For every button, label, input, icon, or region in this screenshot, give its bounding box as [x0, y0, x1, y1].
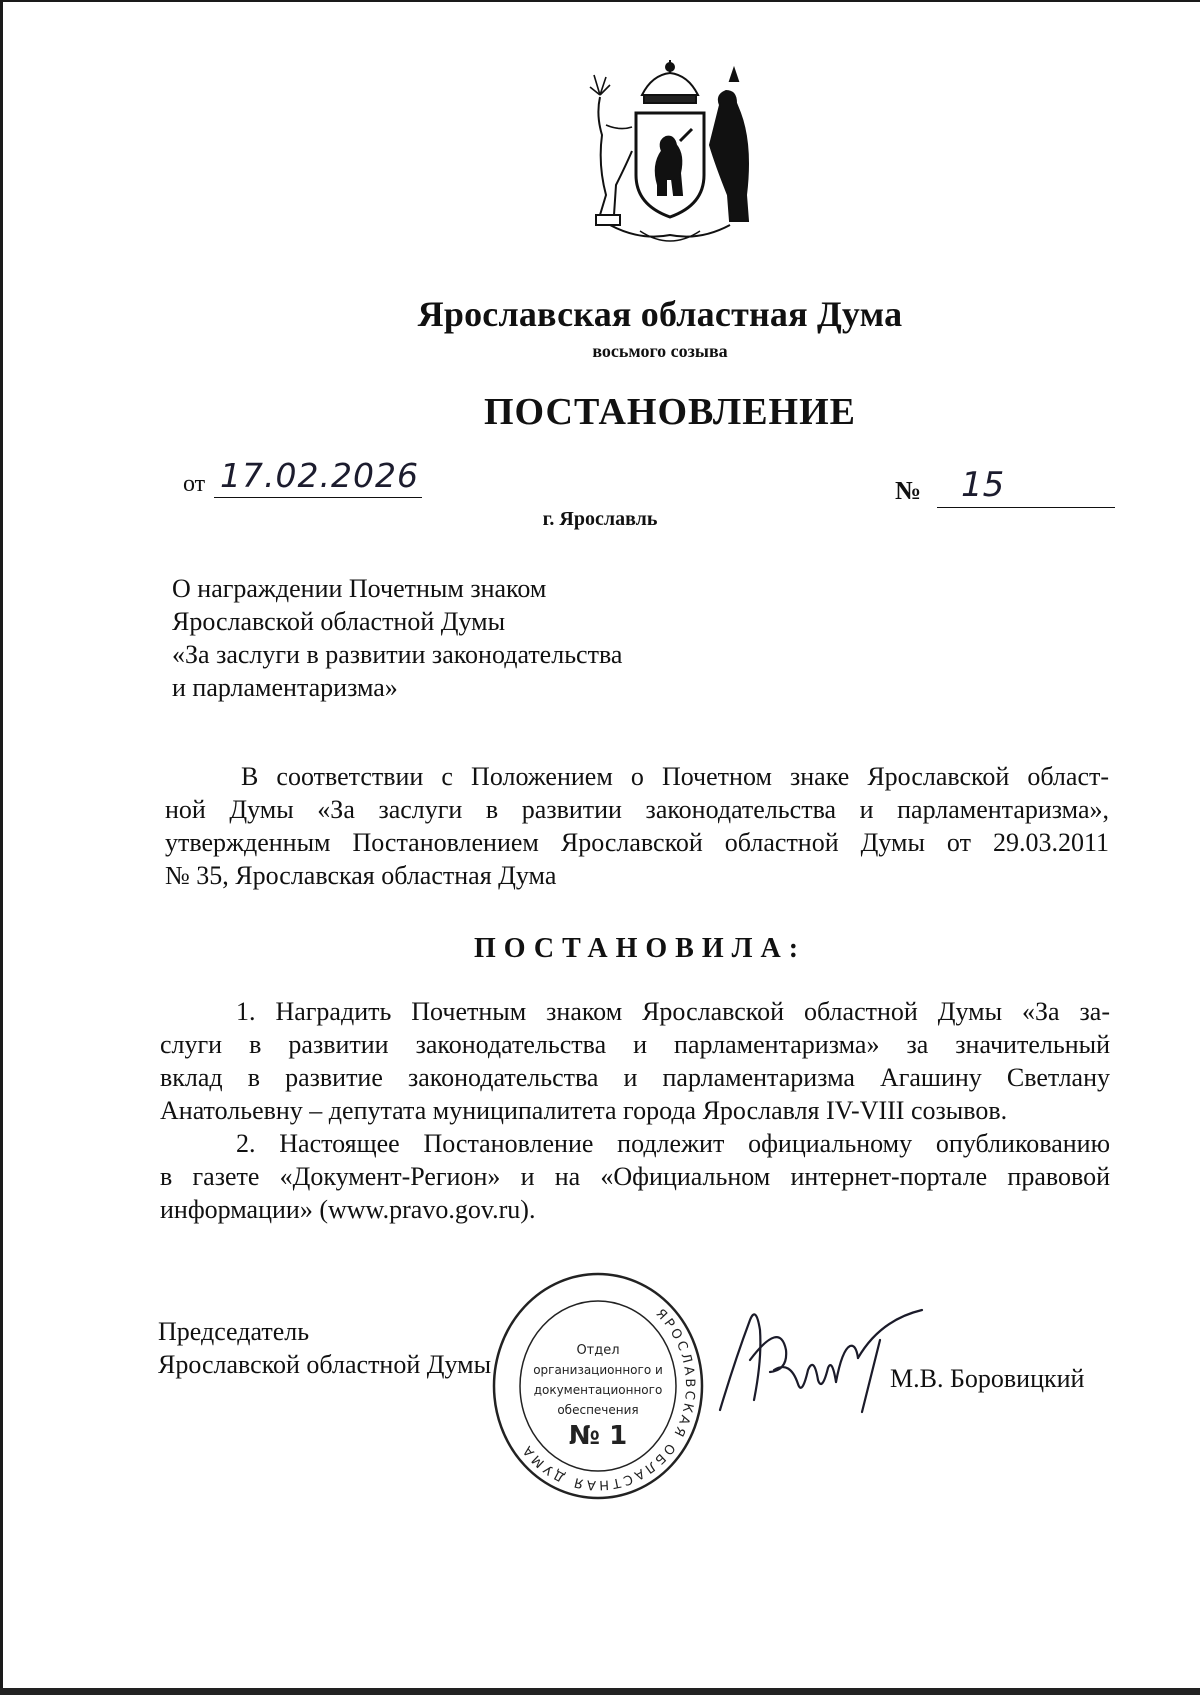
item-1-line: слуги в развитии законодательства и парламентаризма» за значительный	[160, 1030, 1110, 1059]
document-type-title: ПОСТАНОВЛЕНИЕ	[483, 391, 857, 433]
stamp-ring-text: ЯРОСЛАВСКАЯ ОБЛАСТНАЯ ДУМА	[518, 1306, 698, 1493]
number-sign: №	[895, 476, 922, 505]
preamble-line: утвержденным Постановлением Ярославской областной Думы от 29.03.2011	[165, 828, 1109, 857]
preamble-line: В соответствии с Положением о Почетном знаке Ярославской област-	[241, 762, 1109, 791]
resolution-items	[160, 995, 1110, 1226]
item-2-line: 2. Настоящее Постановление подлежит официальному опубликованию	[236, 1129, 1110, 1158]
subject-line: и парламентаризма»	[172, 673, 398, 702]
item-1-line: вклад в развитие законодательства и парламентаризма Агашину Светлану	[160, 1063, 1110, 1092]
official-stamp	[488, 1268, 708, 1503]
scan-edge-left	[0, 0, 3, 1695]
signatory-title	[158, 1315, 538, 1381]
preamble-paragraph	[165, 760, 1109, 892]
stamp-line: обеспечения	[557, 1403, 639, 1417]
resolved-heading: ПОСТАНОВИЛА:	[473, 933, 807, 964]
subject-line: Ярославской областной Думы	[172, 607, 506, 636]
date-prefix: от	[183, 471, 206, 497]
item-2-line: в газете «Документ-Регион» и на «Официальном интернет-портале правовой	[160, 1162, 1110, 1191]
item-1-line: 1. Наградить Почетным знаком Ярославской областной Думы «За за-	[236, 997, 1110, 1026]
subject-line: «За заслуги в развитии законодательства	[172, 640, 623, 669]
stamp-line: организационного и	[533, 1363, 663, 1377]
preamble-line: № 35, Ярославская областная Дума	[165, 861, 557, 890]
item-1-line: Анатольевну – депутата муниципалитета города Ярославля IV-VIII созывов.	[160, 1096, 1008, 1125]
preamble-line: ной Думы «За заслуги в развитии законодательства и парламентаризма»,	[165, 795, 1109, 824]
stamp-line: Отдел	[576, 1343, 620, 1358]
signatory-name: М.В. Боровицкий	[890, 1364, 1085, 1393]
scan-edge-top	[0, 0, 1200, 2]
item-2-line: информации» (www.pravo.gov.ru).	[160, 1195, 536, 1224]
coat-of-arms-icon	[570, 55, 770, 255]
convocation: восьмого созыва	[592, 341, 728, 361]
subject-line: О награждении Почетным знаком	[172, 574, 547, 603]
document-subject	[172, 572, 732, 704]
stamp-line: документационного	[533, 1383, 663, 1397]
signatory-title-line: Ярославской областной Думы	[158, 1350, 492, 1379]
city: г. Ярославль	[542, 508, 658, 530]
scan-edge-bottom	[0, 1688, 1200, 1695]
org-name: Ярославская областная Дума	[417, 294, 903, 334]
document-number: 15	[937, 462, 1115, 508]
stamp-number: № 1	[568, 1421, 628, 1451]
signatory-title-line: Председатель	[158, 1317, 310, 1346]
document-date: 17.02.2026	[214, 454, 422, 498]
